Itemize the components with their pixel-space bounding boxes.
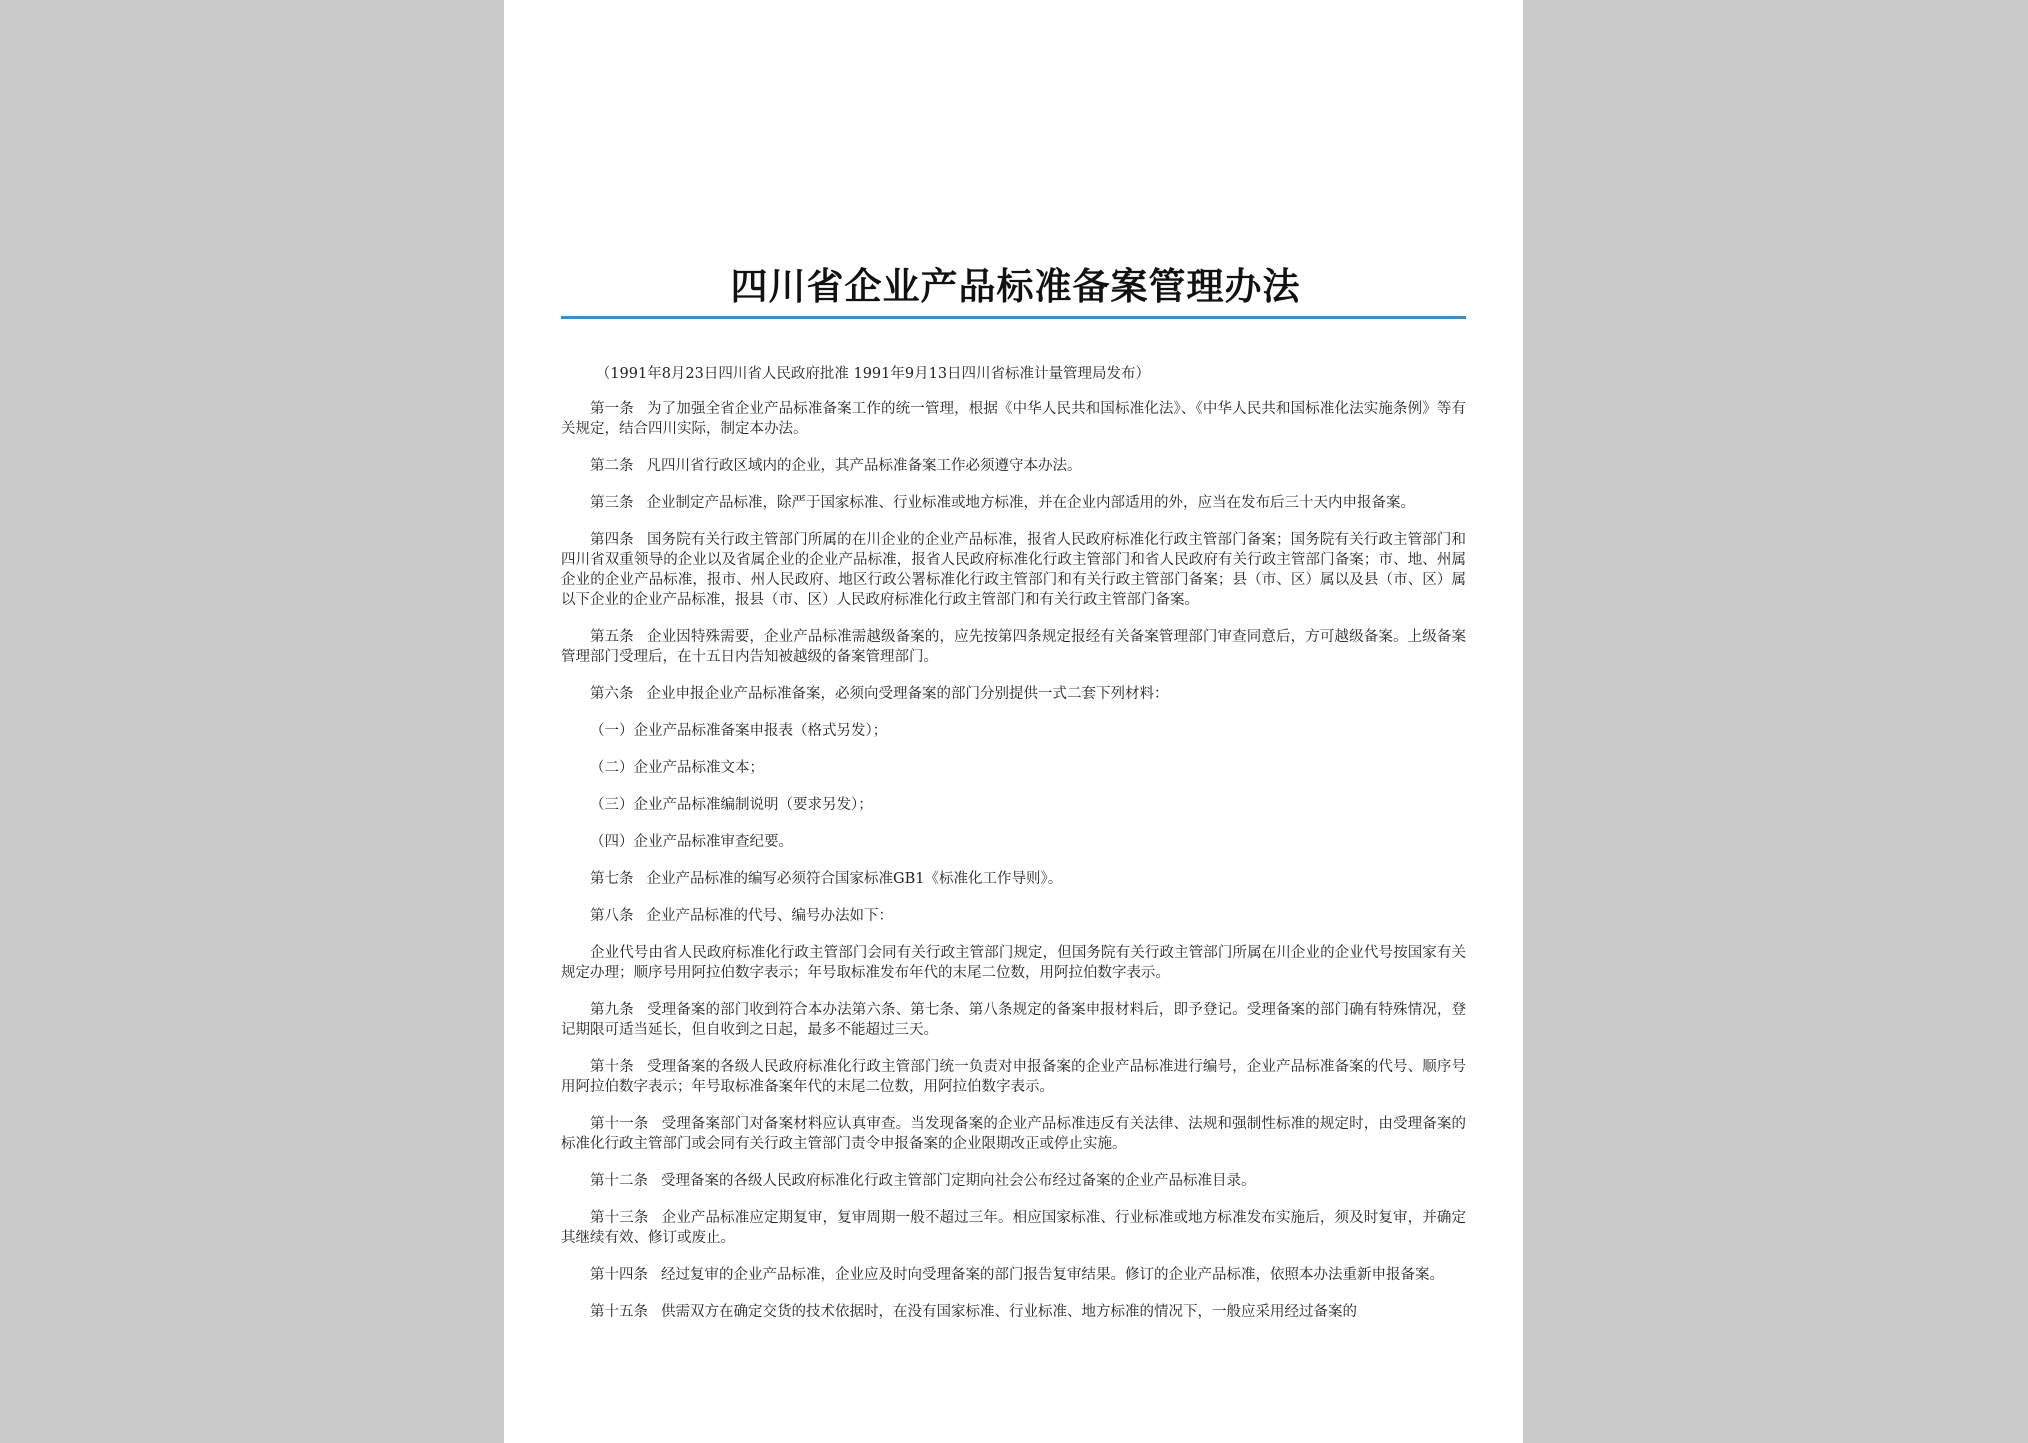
article-text: 企业因特殊需要，企业产品标准需越级备案的，应先按第四条规定报经有关备案管理部门审查同意后，方可越级备案。上级备案管理部门受理后，在十五日内告知被越级的备案管理部门。 [561, 629, 1466, 665]
article-number: 第五条 [590, 629, 634, 645]
article-text: 受理备案的部门收到符合本办法第六条、第七条、第八条规定的备案申报材料后，即予登记。受理备案的部门确有特殊情况，登记期限可适当延长，但自收到之日起，最多不能超过三天。 [561, 1002, 1466, 1038]
article-text: 企业产品标准应定期复审，复审周期一般不超过三年。相应国家标准、行业标准或地方标准发布实施后，须及时复审，并确定其继续有效、修订或废止。 [561, 1210, 1466, 1246]
article-paragraph [561, 1265, 1466, 1285]
article-number: 第十五条 [590, 1304, 648, 1320]
article-text: 企业产品标准的代号、编号办法如下： [646, 908, 894, 924]
article-paragraph [561, 493, 1466, 513]
document-body [561, 364, 1466, 1339]
article-number: 第八条 [590, 908, 634, 924]
article-number: 第六条 [590, 686, 634, 702]
article-paragraph [561, 399, 1466, 439]
article-number: 第三条 [590, 495, 634, 511]
article-text: （一）企业产品标准备案申报表（格式另发）； [590, 723, 888, 739]
article-number: 第七条 [590, 871, 634, 887]
article-number: 第十条 [590, 1059, 634, 1075]
article-text: 企业制定产品标准，除严于国家标准、行业标准或地方标准，并在企业内部适用的外，应当在发布后三十天内申报备案。 [646, 495, 1416, 511]
article-paragraph [561, 627, 1466, 667]
article-number: 第四条 [590, 532, 634, 548]
article-paragraph [561, 1057, 1466, 1097]
article-paragraph [561, 758, 1466, 778]
article-paragraph [561, 1302, 1466, 1322]
article-number: 第二条 [590, 458, 634, 474]
article-text: 国务院有关行政主管部门所属的在川企业的企业产品标准，报省人民政府标准化行政主管部门备案；国务院有关行政主管部门和四川省双重领导的企业以及省属企业的企业产品标准，报省人民政府标准化行政主管部门和省人民政府有关行政主管部门备案；市、地、州属企业的企业产品标准，报市、州人民政府、地区行政公署标准化行政主管部门和有关行政主管部门备案；县（市、区）属以及县（市、区）属以下企业的企业产品标准，报县（市、区）人民政府标准化行政主管部门和有关行政主管部门备案。 [561, 532, 1466, 608]
article-text: 企业申报企业产品标准备案，必须向受理备案的部门分别提供一式二套下列材料： [646, 686, 1169, 702]
article-number: 第十三条 [590, 1210, 649, 1226]
article-text: 企业代号由省人民政府标准化行政主管部门会同有关行政主管部门规定，但国务院有关行政主管部门所属在川企业的企业代号按国家有关规定办理；顺序号用阿拉伯数字表示；年号取标准发布年代的末尾二位数，用阿拉伯数字表示。 [561, 945, 1466, 981]
article-paragraph [561, 943, 1466, 983]
article-paragraph [561, 832, 1466, 852]
article-number: 第九条 [590, 1002, 634, 1018]
article-number: 第十一条 [590, 1116, 649, 1132]
article-paragraph [561, 869, 1466, 889]
article-text: （二）企业产品标准文本； [590, 760, 764, 776]
article-text: （三）企业产品标准编制说明（要求另发）； [590, 797, 873, 813]
article-text: 凡四川省行政区域内的企业，其产品标准备案工作必须遵守本办法。 [646, 458, 1082, 474]
article-list [561, 399, 1466, 1322]
article-text: 经过复审的企业产品标准，企业应及时向受理备案的部门报告复审结果。修订的企业产品标准，依照本办法重新申报备案。 [661, 1267, 1445, 1283]
article-text: 企业产品标准的编写必须符合国家标准GB1《标准化工作导则》。 [646, 871, 1063, 887]
article-text: 受理备案部门对备案材料应认真审查。当发现备案的企业产品标准违反有关法律、法规和强制性标准的规定时，由受理备案的标准化行政主管部门或会同有关行政主管部门责令申报备案的企业限期改正或停止实施。 [561, 1116, 1466, 1152]
article-paragraph [561, 1208, 1466, 1248]
article-paragraph [561, 530, 1466, 610]
article-number: 第十四条 [590, 1267, 648, 1283]
article-text: 供需双方在确定交货的技术依据时，在没有国家标准、行业标准、地方标准的情况下，一般应采用经过备案的 [661, 1304, 1358, 1320]
article-paragraph [561, 684, 1466, 704]
article-number: 第一条 [590, 401, 634, 417]
article-paragraph [561, 795, 1466, 815]
article-paragraph [561, 906, 1466, 926]
article-paragraph [561, 721, 1466, 741]
article-text: （四）企业产品标准审查纪要。 [590, 834, 793, 850]
article-text: 受理备案的各级人民政府标准化行政主管部门定期向社会公布经过备案的企业产品标准目录。 [661, 1173, 1256, 1189]
document-title: 四川省企业产品标准备案管理办法 [730, 265, 1301, 308]
article-text: 受理备案的各级人民政府标准化行政主管部门统一负责对申报备案的企业产品标准进行编号，企业产品标准备案的代号、顺序号用阿拉伯数字表示；年号取标准备案年代的末尾二位数，用阿拉伯数字表示。 [561, 1059, 1466, 1095]
article-number: 第十二条 [590, 1173, 648, 1189]
source-note: （1991年8月23日四川省人民政府批准 1991年9月13日四川省标准计量管理局发布） [595, 366, 1151, 382]
article-paragraph [561, 456, 1466, 476]
article-paragraph [561, 1114, 1466, 1154]
article-paragraph [561, 1000, 1466, 1040]
title-divider [561, 316, 1466, 319]
article-text: 为了加强全省企业产品标准备案工作的统一管理，根据《中华人民共和国标准化法》、《中华人民共和国标准化法实施条例》等有关规定，结合四川实际，制定本办法。 [561, 401, 1467, 437]
document-page [504, 0, 1523, 1443]
article-paragraph [561, 1171, 1466, 1191]
